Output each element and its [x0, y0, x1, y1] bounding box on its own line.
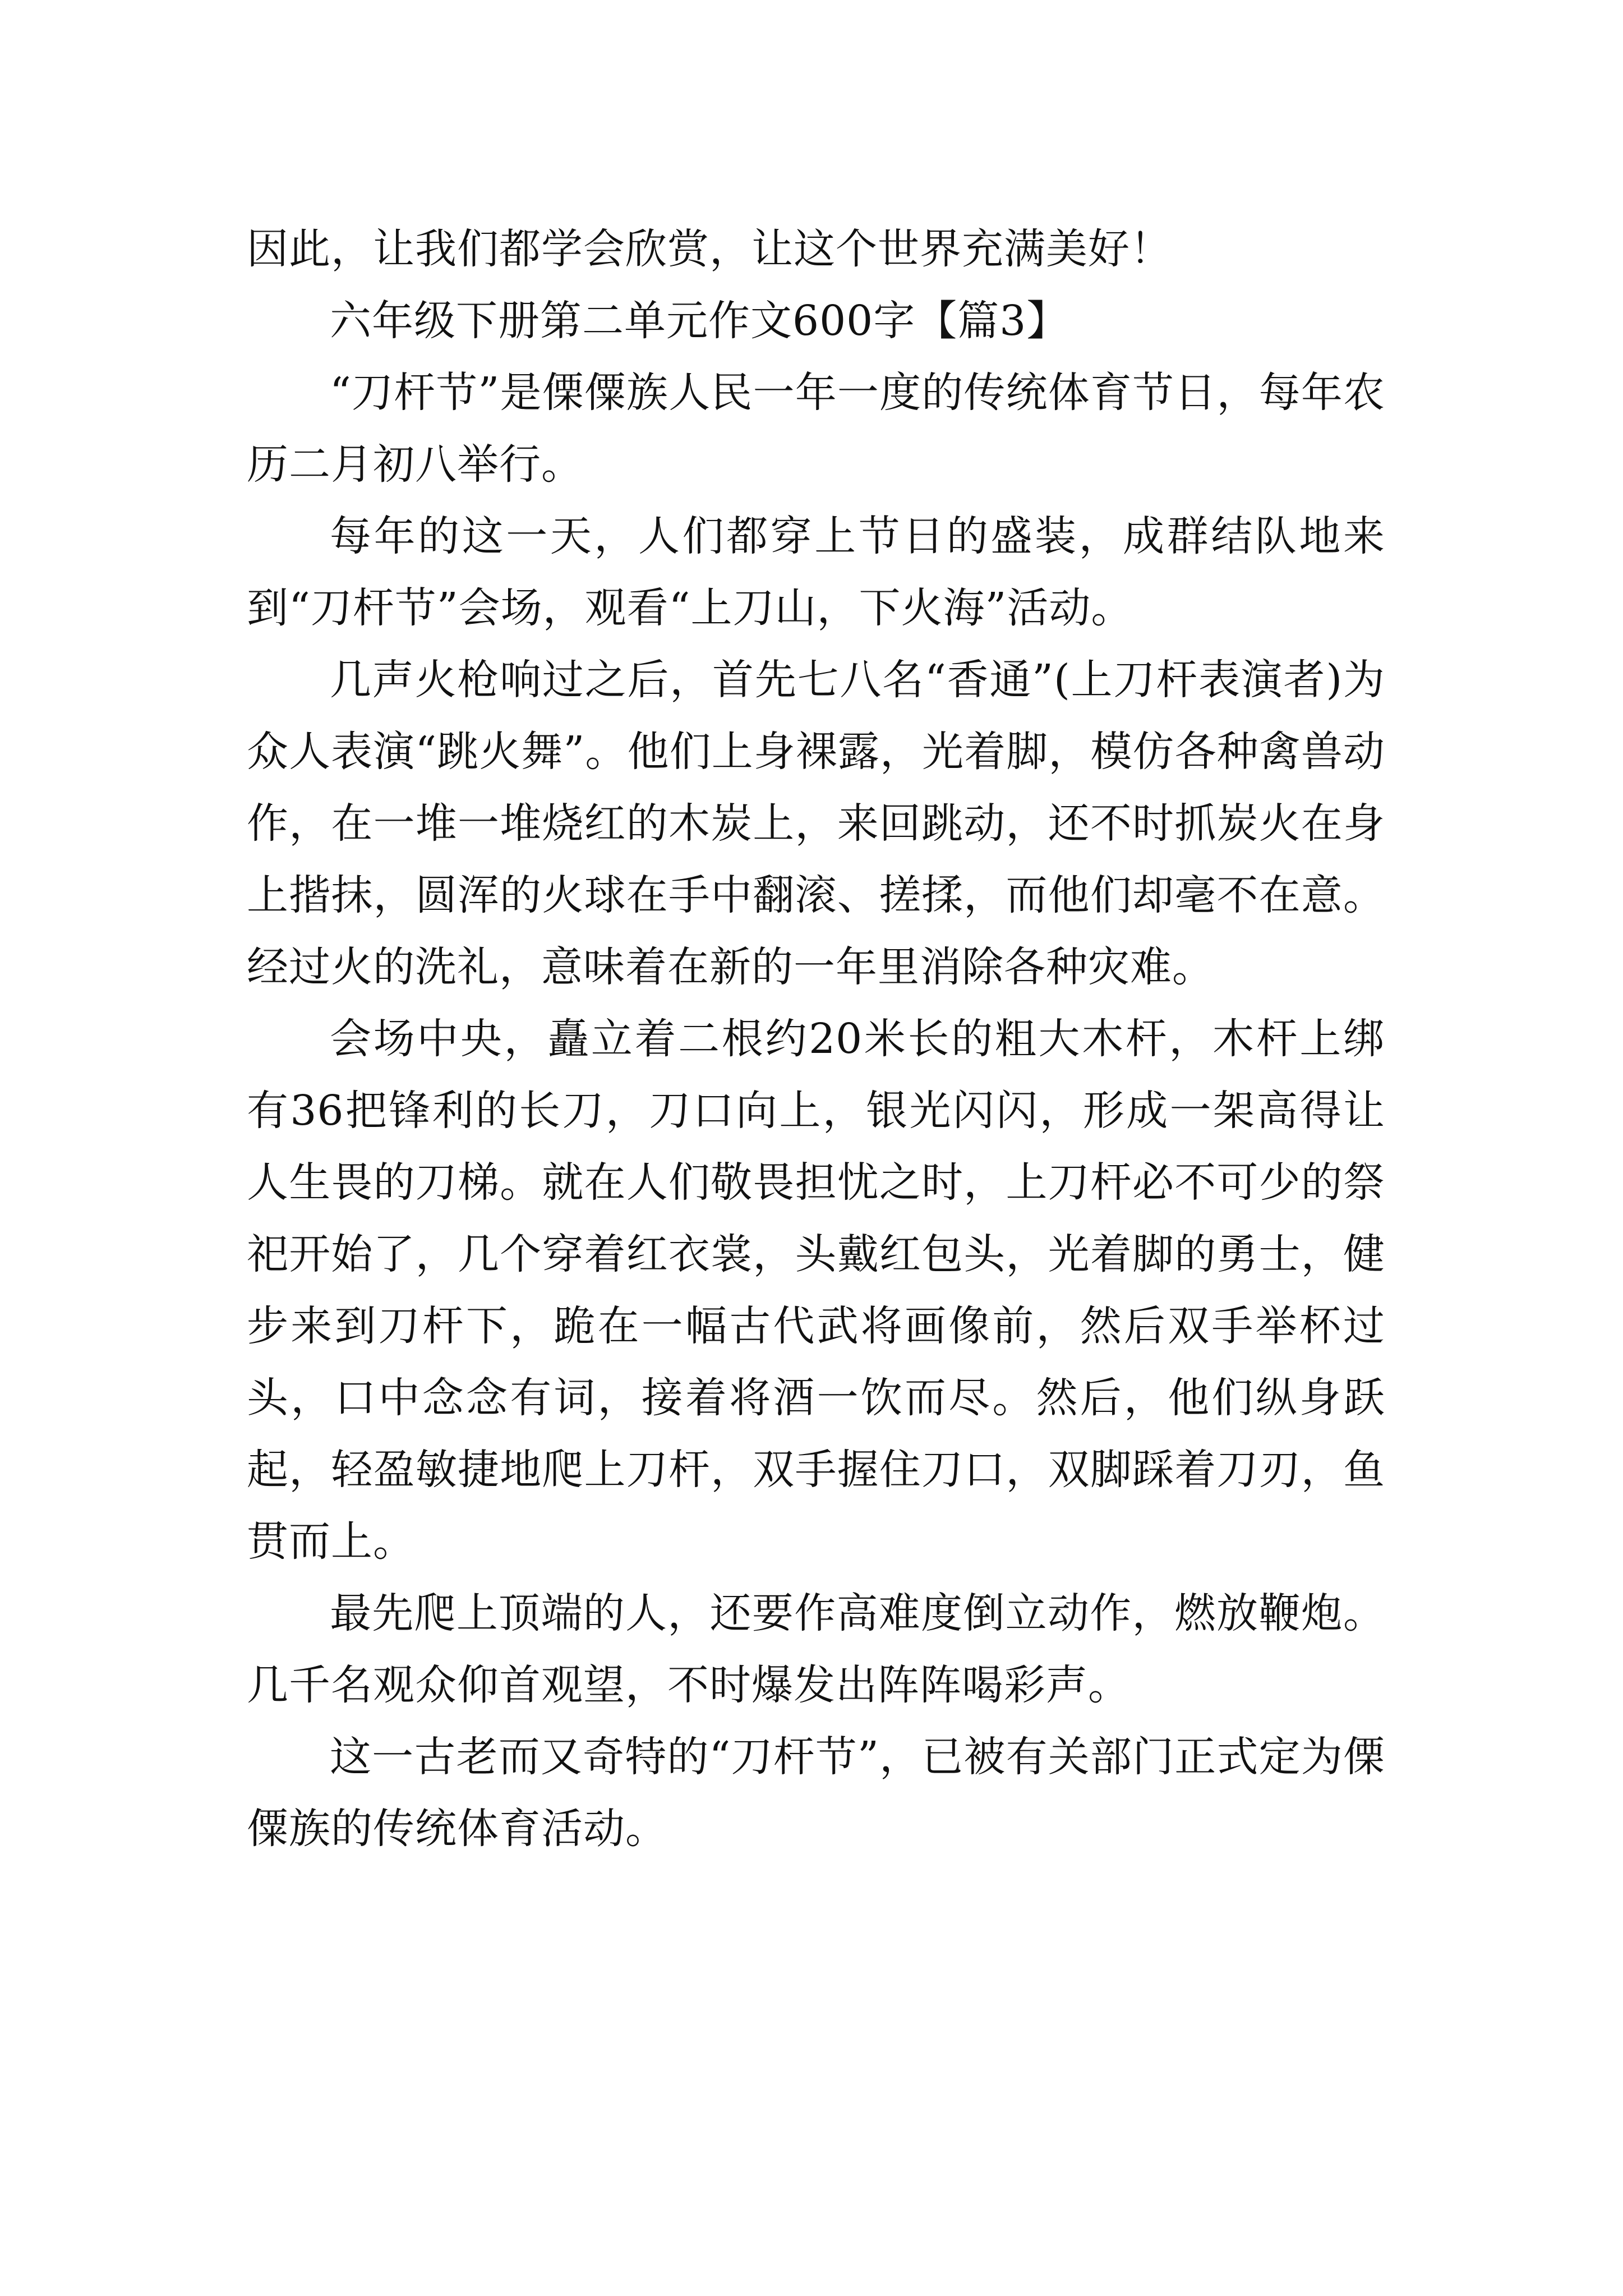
essay-heading: 六年级下册第二单元作文600字【篇3】 — [330, 297, 1069, 345]
essay-body — [247, 213, 1385, 1865]
paragraph-festival-day: 每年的这一天，人们都穿上节日的盛装，成群结队地来到“刀杆节”会场，观看“上刀山，下火海”活动。 — [247, 512, 1385, 632]
paragraph-summit: 最先爬上顶端的人，还要作高难度倒立动作，燃放鞭炮。几千名观众仰首观望，不时爆发出阵阵喝彩声。 — [247, 1589, 1385, 1709]
paragraph-conclusion: 这一古老而又奇特的“刀杆节”，已被有关部门正式定为傈僳族的传统体育活动。 — [247, 1733, 1385, 1853]
paragraph-knife-pole: 会场中央，矗立着二根约20米长的粗大木杆，木杆上绑有36把锋利的长刀，刀口向上，银光闪闪，形成一架高得让人生畏的刀梯。就在人们敬畏担忧之时，上刀杆必不可少的祭祀开始了，几个穿着红衣裳，头戴红包头，光着脚的勇士，健步来到刀杆下，跪在一幅古代武将画像前，然后双手举杯过头，口中念念有词，接着将酒一饮而尽。然后，他们纵身跃起，轻盈敏捷地爬上刀杆，双手握住刀口，双脚踩着刀刃，鱼贯而上。 — [247, 1015, 1385, 1566]
paragraph-intro: “刀杆节”是傈僳族人民一年一度的传统体育节日，每年农历二月初八举行。 — [247, 369, 1385, 489]
paragraph-fire-dance: 几声火枪响过之后，首先七八名“香通”(上刀杆表演者)为众人表演“跳火舞”。他们上身裸露，光着脚，模仿各种禽兽动作，在一堆一堆烧红的木炭上，来回跳动，还不时抓炭火在身上揩抹，圆浑的火球在手中翻滚、搓揉，而他们却毫不在意。经过火的洗礼，意味着在新的一年里消除各种灾难。 — [247, 656, 1385, 991]
closing-paragraph: 因此，让我们都学会欣赏，让这个世界充满美好！ — [247, 225, 1172, 273]
